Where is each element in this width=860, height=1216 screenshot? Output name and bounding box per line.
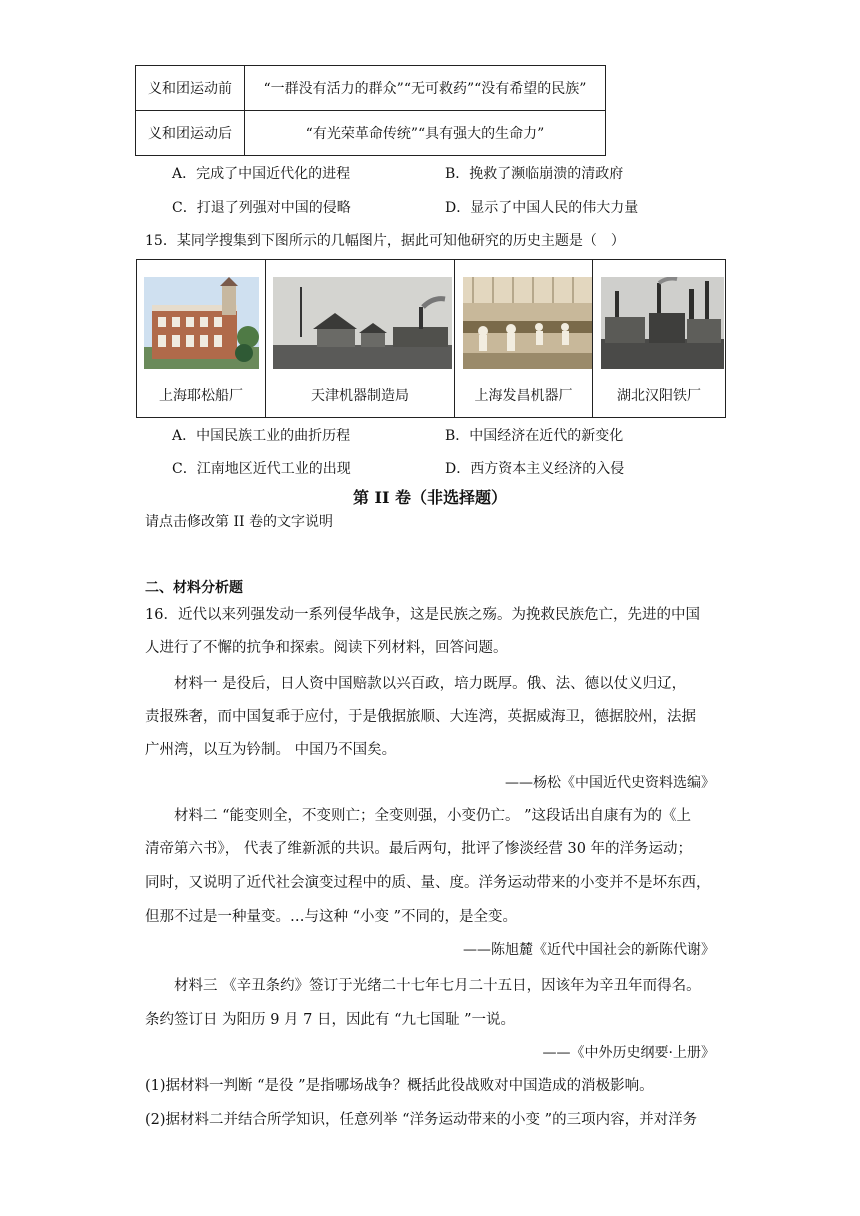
q16-stem: 16．近代以来列强发动一系列侵华战争，这是民族之殇。为挽救民族危亡，先进的中国 xyxy=(145,607,700,623)
material-two: 但那不过是一种量变。…与这种 “小变 ”不同的，是全变。 xyxy=(145,909,518,925)
section-note: 请点击修改第 II 卷的文字说明 xyxy=(145,514,333,530)
image-caption: 天津机器制造局 xyxy=(311,388,409,404)
q14-option-c: C．打退了列强对中国的侵略 xyxy=(172,200,351,216)
image-cell xyxy=(266,260,455,418)
material-three: 条约签订日 为阳历 9 月 7 日，因此有 “九七国耻 ”一说。 xyxy=(145,1012,516,1028)
factory-photo-icon xyxy=(273,277,452,369)
workshop-photo-icon xyxy=(463,277,592,369)
q15-option-b: B．中国经济在近代的新变化 xyxy=(445,428,624,444)
q14-option-a: A．完成了中国近代化的进程 xyxy=(172,166,351,182)
table-cell-label: 义和团运动后 xyxy=(136,111,245,156)
q15-option-a: A．中国民族工业的曲折历程 xyxy=(172,428,351,444)
image-caption: 上海耶松船厂 xyxy=(159,388,243,404)
image-cell xyxy=(455,260,593,418)
material-three: 材料三 《辛丑条约》签订于光绪二十七年七月二十五日，因该年为辛丑年而得名。 xyxy=(174,978,701,994)
section-heading: 二、材料分析题 xyxy=(145,580,243,596)
material-two: 清帝第六书》， 代表了维新派的共识。最后两句，批评了惨淡经营 30 年的洋务运动； xyxy=(145,841,693,857)
material-three-source: ——《中外历史纲要·上册》 xyxy=(542,1045,715,1061)
q14-comparison-table xyxy=(135,65,606,156)
section-title: 第 II 卷（非选择题） xyxy=(352,488,508,507)
table-cell-content: “有光荣革命传统”“具有强大的生命力” xyxy=(245,111,606,156)
material-two: 同时，又说明了近代社会演变过程中的质、量、度。洋务运动带来的小变并不是坏东西， xyxy=(145,875,711,891)
material-one-source: ——杨松《中国近代史资料选编》 xyxy=(505,775,715,791)
building-photo-icon xyxy=(144,277,259,369)
q14-option-d: D．显示了中国人民的伟大力量 xyxy=(445,200,639,216)
q15-stem: 15．某同学搜集到下图所示的几幅图片，据此可知他研究的历史主题是（ ） xyxy=(145,233,625,249)
q16-stem: 人进行了不懈的抗争和探索。阅读下列材料，回答问题。 xyxy=(145,640,508,656)
material-one: 责报殊奢，而中国复乖于应付，于是俄据旅顺、大连湾，英据威海卫，德据胶州，法据 xyxy=(145,709,696,725)
material-two: 材料二 “能变则全，不变则亡；全变则强，小变仍亡。 ”这段话出自康有为的《上 xyxy=(174,808,692,824)
image-cell xyxy=(593,260,726,418)
image-caption: 湖北汉阳铁厂 xyxy=(617,388,701,404)
q16-subquestion-2: (2)据材料二并结合所学知识，任意列举 “洋务运动带来的小变 ”的三项内容，并对洋务 xyxy=(145,1112,698,1128)
table-row xyxy=(136,111,606,156)
material-one: 广州湾，以互为钤制。 中国乃不国矣。 xyxy=(145,742,397,758)
image-caption: 上海发昌机器厂 xyxy=(474,388,573,404)
q15-image-table xyxy=(136,259,726,418)
q16-subquestion-1: (1)据材料一判断 “是役 ”是指哪场战争？概括此役战败对中国造成的消极影响。 xyxy=(145,1078,654,1094)
table-cell-content: “一群没有活力的群众”“无可救药”“没有希望的民族” xyxy=(245,66,606,111)
q15-option-c: C．江南地区近代工业的出现 xyxy=(172,461,351,477)
ironworks-photo-icon xyxy=(601,277,724,369)
material-two-source: ——陈旭麓《近代中国社会的新陈代谢》 xyxy=(463,942,715,958)
table-row xyxy=(136,66,606,111)
q15-option-d: D．西方资本主义经济的入侵 xyxy=(445,461,625,477)
image-cell xyxy=(137,260,266,418)
material-one: 材料一 是役后，日人资中国赔款以兴百政，培力既厚。俄、法、德以仗义归辽， xyxy=(174,676,687,692)
table-cell-label: 义和团运动前 xyxy=(136,66,245,111)
q14-option-b: B．挽救了濒临崩溃的清政府 xyxy=(445,166,624,182)
